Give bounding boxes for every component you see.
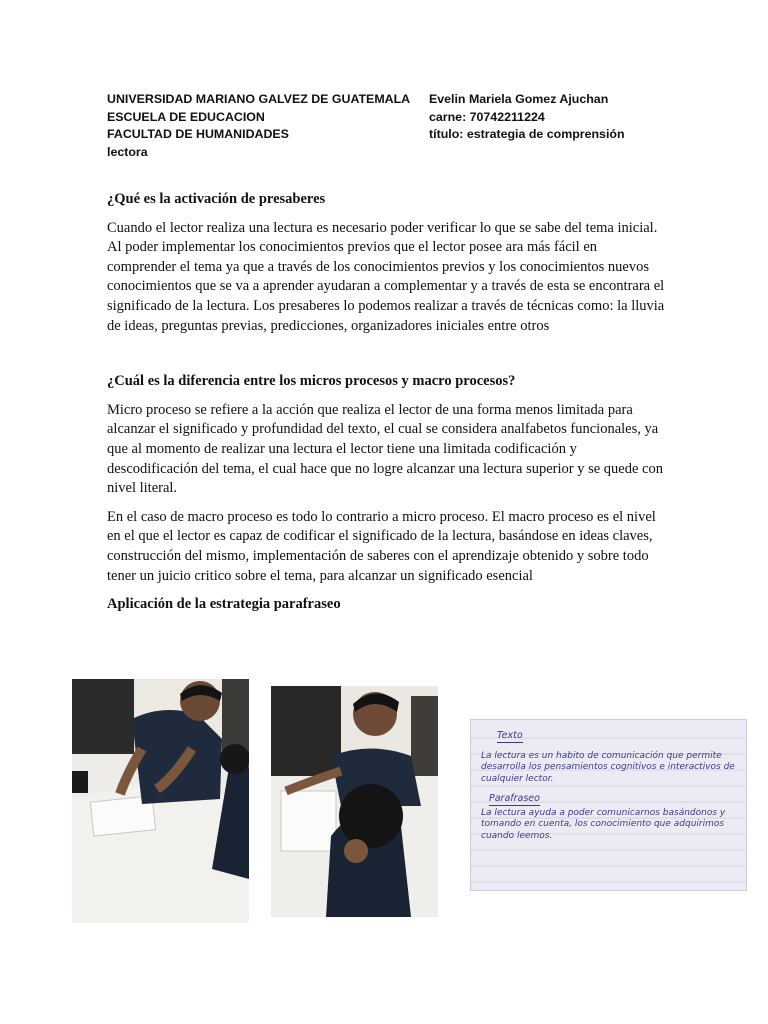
school-name: ESCUELA DE EDUCACION bbox=[107, 109, 265, 124]
paragraph-micro-proceso: Micro proceso se refiere a la acción que realiza el lector de una forma menos limitada para alcanzar el significado y profundidad del texto, el cual se considera analfabetos funcionales, ya que al momento de realizar una lectura el lector tiene una limitada codificación y descodificación del tema, el cual hace que no logre alcanzar una lectura superior y se quede con nivel literal. bbox=[107, 401, 663, 497]
photo-students-reviewing bbox=[271, 686, 438, 917]
paragraph-presaberes: Cuando el lector realiza una lectura es necesario poder verificar lo que se sabe del tema inicial. Al poder implementar los conocimientos previos que el lector posee ara más fácil en comprender el tema ya que a través de los conocimientos previos y los conocimientos nuevos conocimientos que se va a aprender ayudaran a complementar y a través de esta se encontrara el significado de la lectura. Los presaberes lo podemos realizar a través de técnicas como: la lluvia de ideas, preguntas previas, predicciones, organizadores iniciales entre otros bbox=[107, 219, 665, 334]
notebook-title-texto: Texto bbox=[497, 730, 523, 741]
notebook-text-original: La lectura es un habito de comunicación que permite desarrolla los pensamientos cognitivos e interactivos de cualquier lector. bbox=[481, 750, 735, 784]
course-name: lectora bbox=[107, 144, 148, 159]
notebook-title-parafraseo: Parafraseo bbox=[489, 793, 540, 804]
assignment-title: título: estrategia de comprensión bbox=[429, 127, 625, 141]
section-heading-presaberes: ¿Qué es la activación de presaberes bbox=[107, 191, 326, 207]
notebook-paraphrase-sheet bbox=[470, 719, 747, 891]
institution-block bbox=[107, 91, 419, 161]
student-block bbox=[429, 91, 669, 144]
student-name: Evelin Mariela Gomez Ajuchan bbox=[429, 92, 609, 106]
university-name: UNIVERSIDAD MARIANO GALVEZ DE GUATEMALA bbox=[107, 92, 411, 106]
student-id: carne: 70742211224 bbox=[429, 109, 545, 124]
photo-student-writing bbox=[72, 679, 249, 923]
notebook-text-paraphrase: La lectura ayuda a poder comunicarnos basándonos y tomando en cuenta, los conocimiento que adquirimos cuando leemos. bbox=[481, 807, 726, 841]
faculty-name: FACULTAD DE HUMANIDADES bbox=[107, 127, 289, 141]
section-heading-parafraseo: Aplicación de la estrategia parafraseo bbox=[107, 596, 341, 613]
document-body bbox=[107, 190, 667, 615]
paragraph-macro-proceso: En el caso de macro proceso es todo lo contrario a micro proceso. El macro proceso es el nivel en el que el lector es capaz de codificar el significado de la lectura, basándose en ideas claves, construcción del mismo, implementación de saberes con el aprendizaje obtenido y sobre todo tener un juicio critico sobre el tema, para alcanzar un significado esencial bbox=[107, 508, 656, 584]
section-heading-procesos: ¿Cuál es la diferencia entre los micros procesos y macro procesos? bbox=[107, 373, 516, 390]
notebook-handwriting bbox=[481, 730, 739, 842]
